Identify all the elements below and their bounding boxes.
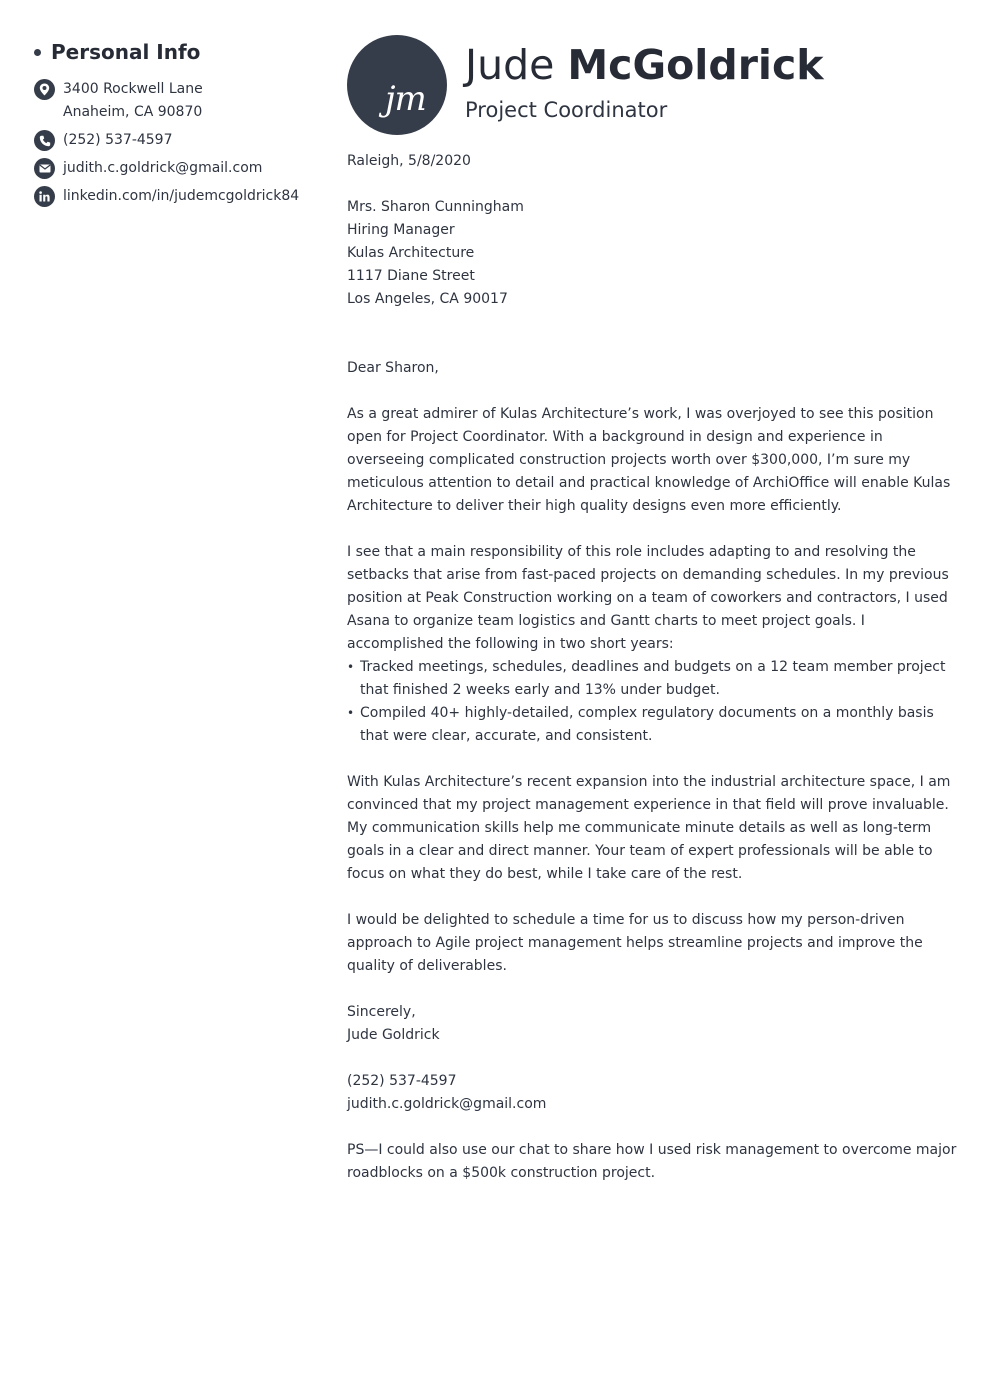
footer-phone: (252) 537-4597 <box>347 1073 457 1089</box>
place-date: Raleigh, 5/8/2020 <box>347 153 471 169</box>
letter-header <box>347 35 967 137</box>
paragraph-3: With Kulas Architecture’s recent expansion into the industrial architecture space, I am convinced that my project management experience in that field will prove invaluable. My communication skills help me communicate minute details as well as long-term goals in a clear and direct manner. Your team of expert professionals will be able to focus on what they do best, while I take care of the rest. <box>347 774 951 882</box>
paragraph-2: I see that a main responsibility of this role includes adapting to and resolving the setbacks that arise from fast-paced projects on demanding schedules. In my previous position at Peak Construction working on a team of coworkers and contractors, I used Asana to organize team logistics and Gantt charts to meet project goals. I accomplished the following in two short years: <box>347 544 949 652</box>
first-name: Jude <box>465 41 555 89</box>
linkedin-icon <box>34 186 55 207</box>
list-item: • Tracked meetings, schedules, deadlines and budgets on a 12 team member project that finished 2 weeks early and 13% under budget. <box>347 656 962 702</box>
recipient-line: Los Angeles, CA 90017 <box>347 291 508 307</box>
envelope-icon <box>34 158 55 179</box>
phone-item <box>34 129 324 152</box>
location-pin-icon <box>34 79 55 100</box>
achievements-list <box>347 656 962 748</box>
recipient-line: 1117 Diane Street <box>347 268 475 284</box>
recipient-line: Hiring Manager <box>347 222 455 238</box>
letter-body <box>347 150 962 1185</box>
greeting: Dear Sharon, <box>347 360 439 376</box>
closing: Sincerely, <box>347 1004 416 1020</box>
linkedin-text[interactable]: linkedin.com/in/judemcgoldrick84 <box>63 188 300 204</box>
address-line-2: Anaheim, CA 90870 <box>63 104 203 120</box>
email-item <box>34 157 324 180</box>
linkedin-item <box>34 185 324 208</box>
sidebar <box>34 38 324 213</box>
postscript: PS—I could also use our chat to share how I used risk management to overcome major roadblocks on a $500k construction project. <box>347 1142 957 1181</box>
signature: Jude Goldrick <box>347 1027 440 1043</box>
email-text[interactable]: judith.c.goldrick@gmail.com <box>63 160 263 176</box>
monogram-text: jm <box>385 79 426 119</box>
phone-text[interactable]: (252) 537-4597 <box>63 132 173 148</box>
monogram-logo <box>347 35 447 135</box>
contact-list <box>34 78 324 208</box>
personal-info-title: Personal Info <box>51 40 201 64</box>
address-item <box>34 78 324 124</box>
heading-bullet <box>34 49 41 56</box>
personal-info-heading <box>34 38 324 66</box>
list-item: • Compiled 40+ highly-detailed, complex regulatory documents on a monthly basis that were clear, accurate, and consistent. <box>347 702 962 748</box>
paragraph-1: As a great admirer of Kulas Architecture’s work, I was overjoyed to see this position open for Project Coordinator. With a background in design and experience in overseeing complicated construction projects worth over $300,000, I’m sure my meticulous attention to detail and practical knowledge of ArchiOffice will enable Kulas Architecture to deliver their high quality designs even more efficiently. <box>347 406 951 514</box>
recipient-line: Kulas Architecture <box>347 245 475 261</box>
recipient-line: Mrs. Sharon Cunningham <box>347 199 524 215</box>
address-line-1: 3400 Rockwell Lane <box>63 81 203 97</box>
recipient-block <box>347 196 962 311</box>
job-title: Project Coordinator <box>465 98 668 122</box>
last-name: McGoldrick <box>567 41 824 89</box>
applicant-name <box>465 39 824 91</box>
footer-email: judith.c.goldrick@gmail.com <box>347 1096 547 1112</box>
phone-icon <box>34 130 55 151</box>
paragraph-4: I would be delighted to schedule a time for us to discuss how my person-driven approach to Agile project management helps streamline projects and improve the quality of deliverables. <box>347 912 923 974</box>
